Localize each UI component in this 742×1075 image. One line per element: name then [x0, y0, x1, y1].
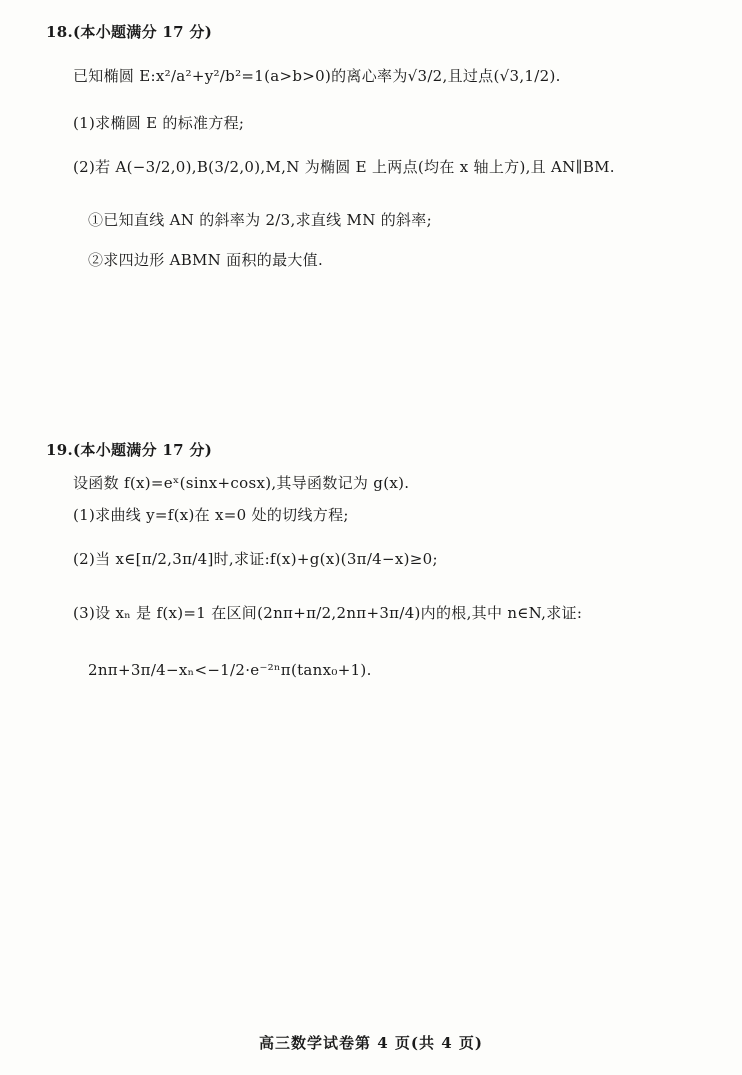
q19-header: 19.(本小题满分 17 分): [46, 441, 213, 459]
q18-header: 18.(本小题满分 17 分): [46, 23, 213, 41]
q18-stem: 已知椭圆 E:x²/a²+y²/b²=1(a>b>0)的离心率为√3/2,且过点(√3,1/2).: [73, 67, 561, 85]
q19-part1: (1)求曲线 y=f(x)在 x=0 处的切线方程;: [73, 506, 349, 524]
q18-part2-sub1: ①已知直线 AN 的斜率为 2/3,求直线 MN 的斜率;: [88, 211, 432, 229]
page-footer: 高三数学试卷第 4 页(共 4 页): [259, 1034, 483, 1052]
q18-part2-sub2: ②求四边形 ABMN 面积的最大值.: [88, 251, 324, 269]
q19-part2: (2)当 x∈[π/2,3π/4]时,求证:f(x)+g(x)(3π/4−x)≥0;: [73, 550, 438, 568]
q19-part3-formula: 2nπ+3π/4−xₙ<−1/2·e⁻²ⁿπ(tanx₀+1).: [88, 661, 372, 679]
q18-part1: (1)求椭圆 E 的标准方程;: [73, 114, 245, 132]
q18-part2: (2)若 A(−3/2,0),B(3/2,0),M,N 为椭圆 E 上两点(均在 x 轴上方),且 AN∥BM.: [73, 158, 615, 176]
q19-part3: (3)设 xₙ 是 f(x)=1 在区间(2nπ+π/2,2nπ+3π/4)内的根,其中 n∈N,求证:: [73, 604, 583, 622]
q19-stem: 设函数 f(x)=eˣ(sinx+cosx),其导函数记为 g(x).: [73, 474, 410, 492]
